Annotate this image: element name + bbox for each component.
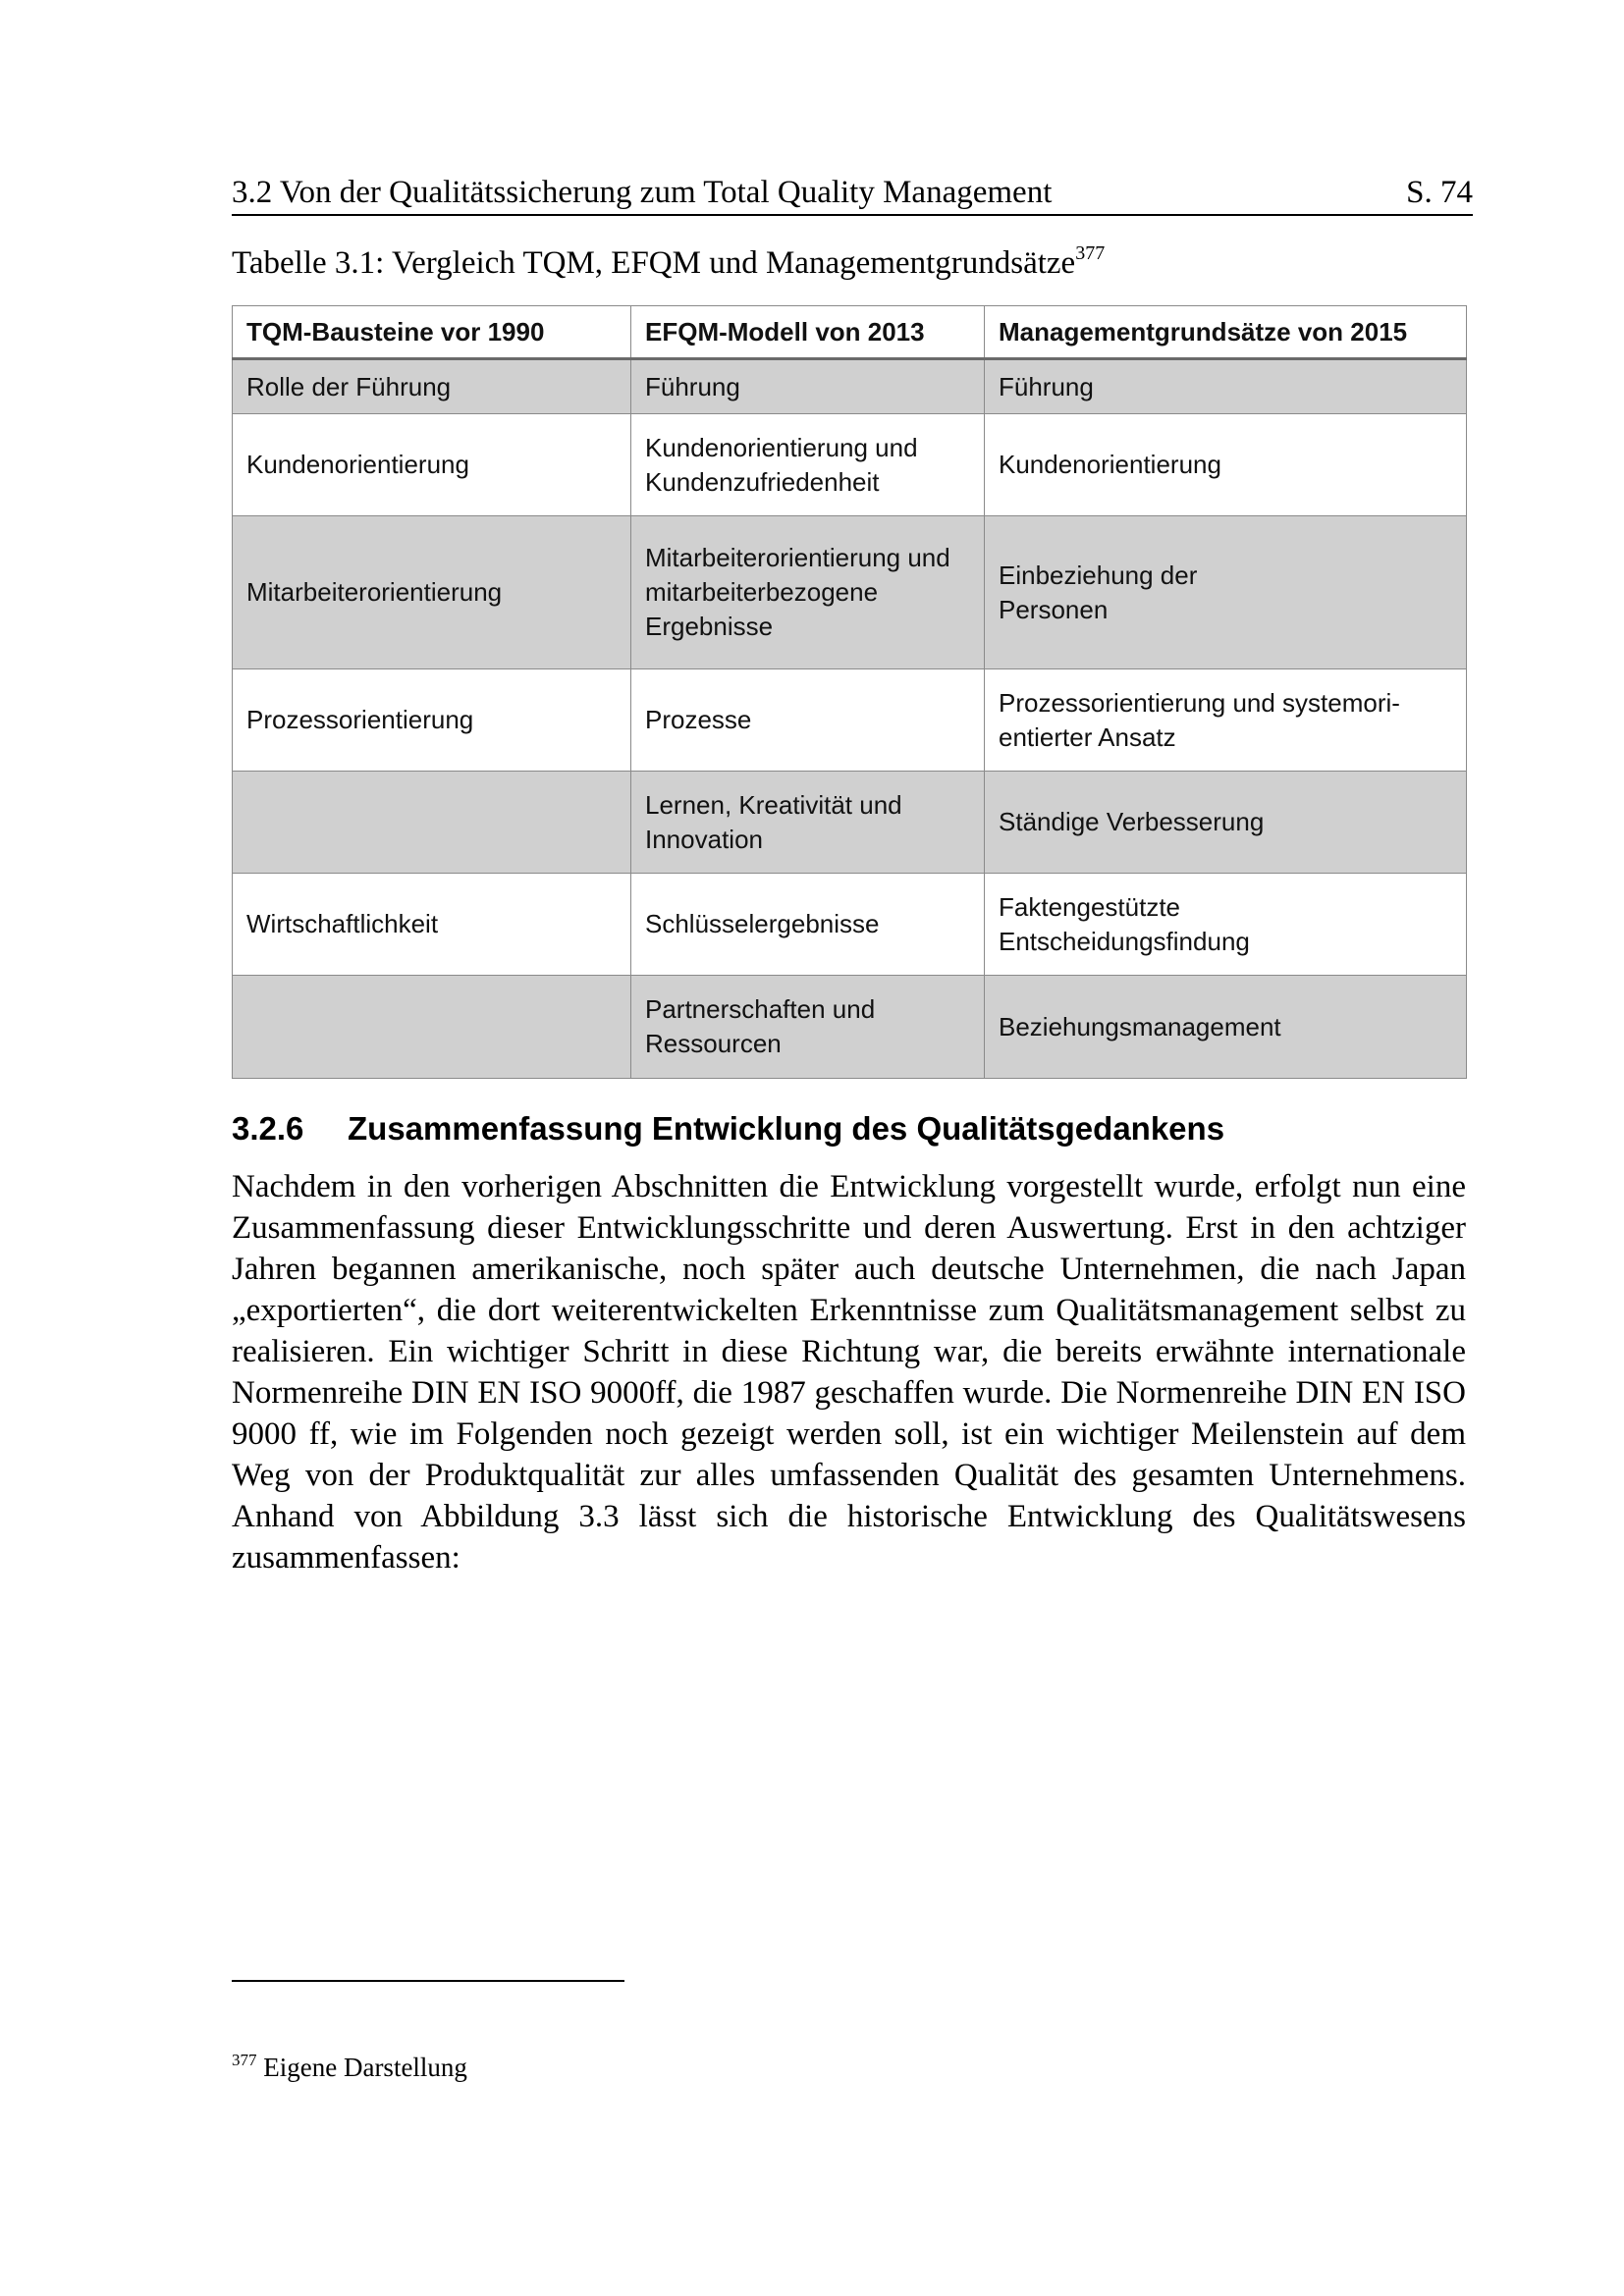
table-cell: Prozessorientierung [233, 669, 631, 772]
section-number: 3.2.6 [232, 1110, 304, 1147]
table-cell [233, 772, 631, 874]
table-cell: Kundenorientierung und Kundenzufriedenheit [631, 414, 985, 516]
table-header-cell: TQM-Bausteine vor 1990 [233, 306, 631, 359]
footnote-number: 377 [232, 2051, 257, 2069]
table-header-row [233, 306, 1467, 359]
body-paragraph: Nachdem in den vorherigen Abschnitten die Entwicklung vorgestellt wurde, erfolgt nun eine Zusammenfassung dieser Entwicklungsschritte und deren Auswertung. Erst in den achtziger Jahren begannen amerikanische, noch später auch deutsche Unternehmen, die nach Japan „exportierten“, die dort weiterentwickelten Erkenntnisse zum Qualitätsmanagement selbst zu realisieren. Ein wichtiger Schritt in diese Richtung war, die bereits erwähnte internationale Normenreihe DIN EN ISO 9000ff, die 1987 geschaffen wurde. Die Normenreihe DIN EN ISO 9000 ff, wie im Folgenden noch gezeigt werden soll, ist ein wichtiger Meilenstein auf dem Weg von der Produktqualität zur alles umfassenden Qualität des gesamten Unternehmens. Anhand von Abbildung 3.3 lässt sich die historische Entwicklung des Qualitätswesens zusammenfassen: [232, 1169, 1466, 1575]
table-cell: Prozesse [631, 669, 985, 772]
table-row [233, 976, 1467, 1079]
table-cell: Einbeziehung der Personen [985, 516, 1467, 669]
footnote-text: Eigene Darstellung [263, 2053, 467, 2082]
table-cell: Mitarbeiterorientierung und mitarbeiterbezogene Ergebnisse [631, 516, 985, 669]
table-cell: Lernen, Kreativität und Innovation [631, 772, 985, 874]
table-header-cell: Managementgrundsätze von 2015 [985, 306, 1467, 359]
table-cell: Kundenorientierung [985, 414, 1467, 516]
table-cell: Schlüsselergebnisse [631, 874, 985, 976]
comparison-table [232, 305, 1467, 1079]
footnote [232, 2053, 467, 2083]
table-row [233, 669, 1467, 772]
running-header [232, 173, 1473, 216]
table-row [233, 772, 1467, 874]
footnote-divider [232, 1980, 624, 1982]
table-row [233, 874, 1467, 976]
table-cell: Rolle der Führung [233, 359, 631, 414]
table-cell: Partnerschaften und Ressourcen [631, 976, 985, 1079]
table-cell: Beziehungsmanagement [985, 976, 1467, 1079]
table-cell: Wirtschaftlichkeit [233, 874, 631, 976]
header-chapter-title: 3.2 Von der Qualitätssicherung zum Total Quality Management [232, 175, 1053, 210]
table-cell: Mitarbeiterorientierung [233, 516, 631, 669]
table-cell [233, 976, 631, 1079]
table-row [233, 359, 1467, 414]
header-page-number: S. 74 [1406, 175, 1473, 210]
table-row [233, 414, 1467, 516]
section-title: Zusammenfassung Entwicklung des Qualitätsgedankens [348, 1110, 1225, 1147]
table-cell: Führung [631, 359, 985, 414]
table-row [233, 516, 1467, 669]
section-heading [232, 1110, 1224, 1148]
table-caption [232, 242, 1106, 282]
table-caption-footnote-ref[interactable]: 377 [1075, 242, 1106, 264]
table-cell: Führung [985, 359, 1467, 414]
table-cell: Ständige Verbesserung [985, 772, 1467, 874]
table-caption-text: Tabelle 3.1: Vergleich TQM, EFQM und Managementgrundsätze [232, 245, 1076, 281]
table-header-cell: EFQM-Modell von 2013 [631, 306, 985, 359]
table-cell: Faktengestützte Entscheidungsfindung [985, 874, 1467, 976]
table-cell: Prozessorientierung und systemori-entierter Ansatz [985, 669, 1467, 772]
table-cell: Kundenorientierung [233, 414, 631, 516]
